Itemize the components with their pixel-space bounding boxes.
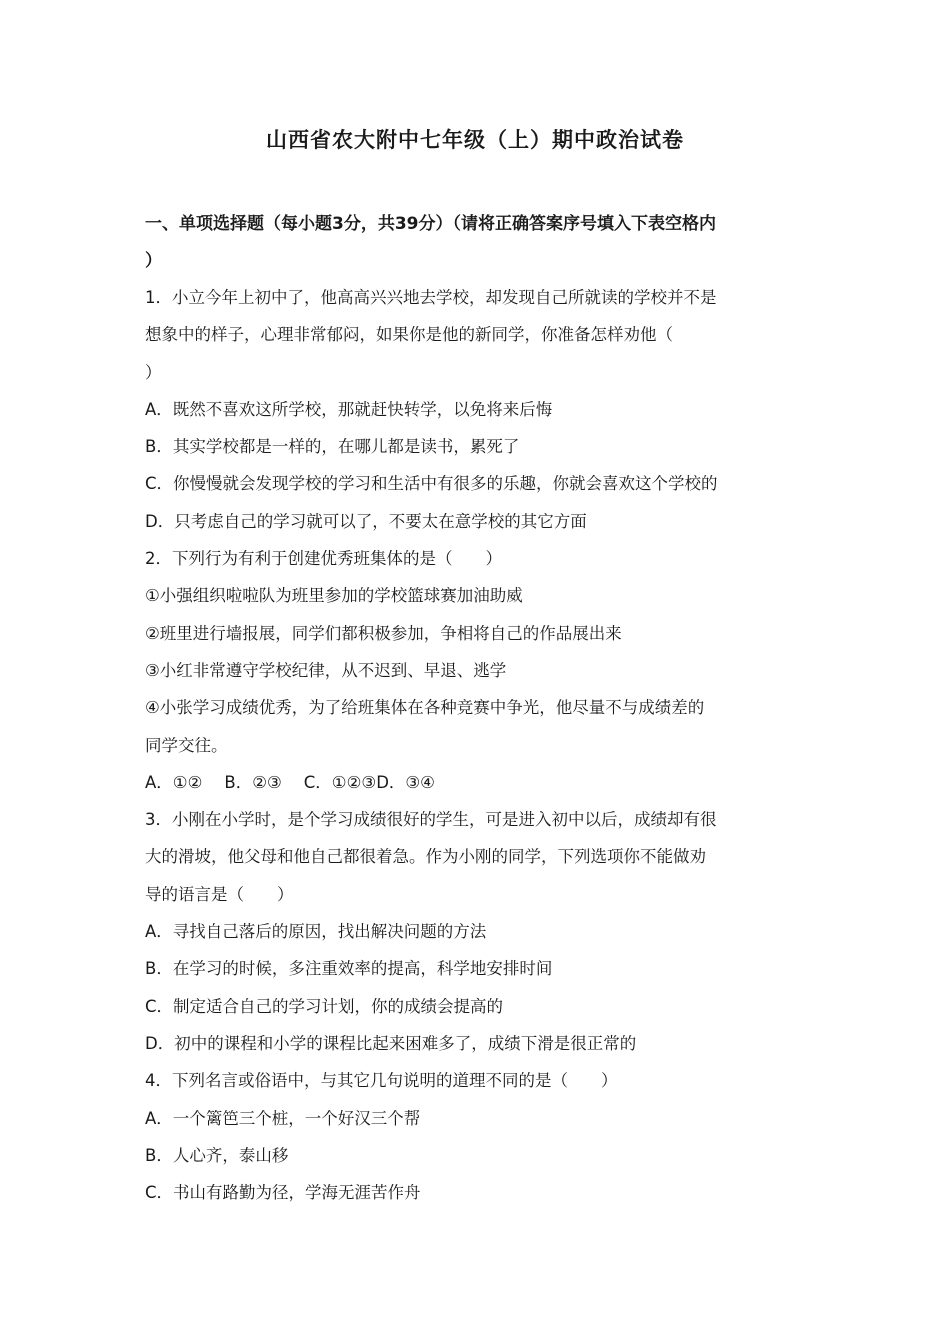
question-stem: 4．下列名言或俗语中，与其它几句说明的道理不同的是（ ）	[145, 1071, 618, 1091]
answer-option: A．既然不喜欢这所学校，那就赶快转学，以免将来后悔	[145, 399, 553, 419]
answer-option: B．其实学校都是一样的，在哪儿都是读书，累死了	[145, 437, 520, 457]
question-stem: 导的语言是（ ）	[145, 884, 294, 904]
answer-option: B．人心齐，泰山移	[145, 1145, 289, 1165]
answer-option: C．制定适合自己的学习计划，你的成绩会提高的	[145, 996, 504, 1016]
answer-option: A．一个篱笆三个桩，一个好汉三个帮	[145, 1108, 421, 1128]
section-heading-line: 一、单项选择题（每小题3分，共39分）（请将正确答案序号填入下表空格内	[145, 214, 716, 234]
page-title: 山西省农大附中七年级（上）期中政治试卷	[266, 128, 684, 152]
statement-item: ①小强组织啦啦队为班里参加的学校篮球赛加油助威	[145, 586, 523, 606]
answer-option: A．寻找自己落后的原因，找出解决问题的方法	[145, 922, 487, 942]
statement-item: ③小红非常遵守学校纪律，从不迟到、早退、逃学	[145, 660, 507, 680]
answer-option: C．书山有路勤为径，学海无涯苦作舟	[145, 1183, 421, 1203]
question-stem: 2．下列行为有利于创建优秀班集体的是（ ）	[145, 549, 502, 569]
answer-option: B．②③	[224, 772, 282, 792]
question-stem: 1．小立今年上初中了，他高高兴兴地去学校，却发现自己所就读的学校并不是	[145, 288, 717, 307]
answer-option: B．在学习的时候，多注重效率的提高，科学地安排时间	[145, 959, 553, 979]
answer-option: D．只考虑自己的学习就可以了，不要太在意学校的其它方面	[145, 511, 587, 531]
answer-option: A．①②	[145, 772, 203, 792]
answer-option: C．①②③	[303, 772, 377, 792]
statement-item: ④小张学习成绩优秀，为了给班集体在各种竞赛中争光，他尽量不与成绩差的	[145, 698, 705, 718]
statement-item: ②班里进行墙报展，同学们都积极参加，争相将自己的作品展出来	[145, 623, 622, 643]
section-heading	[145, 206, 825, 281]
question-stem: ）	[145, 362, 162, 382]
answer-option: D．初中的课程和小学的课程比起来困难多了，成绩下滑是很正常的	[145, 1033, 637, 1053]
question-stem: 3．小刚在小学时，是个学习成绩很好的学生，可是进入初中以后，成绩却有很	[145, 810, 717, 830]
statement-item: 同学交往。	[145, 735, 228, 755]
question-stem: 大的滑坡，他父母和他自己都很着急。作为小刚的同学，下列选项你不能做劝	[145, 847, 706, 867]
answer-options-row	[145, 764, 825, 801]
question-stem: 想象中的样子，心理非常郁闷，如果你是他的新同学，你准备怎样劝他（	[145, 325, 673, 345]
section-heading-line: ）	[145, 251, 162, 272]
questions	[145, 279, 825, 1211]
answer-option: C．你慢慢就会发现学校的学习和生活中有很多的乐趣，你就会喜欢这个学校的	[145, 474, 718, 494]
answer-option: D．③④	[376, 772, 435, 792]
